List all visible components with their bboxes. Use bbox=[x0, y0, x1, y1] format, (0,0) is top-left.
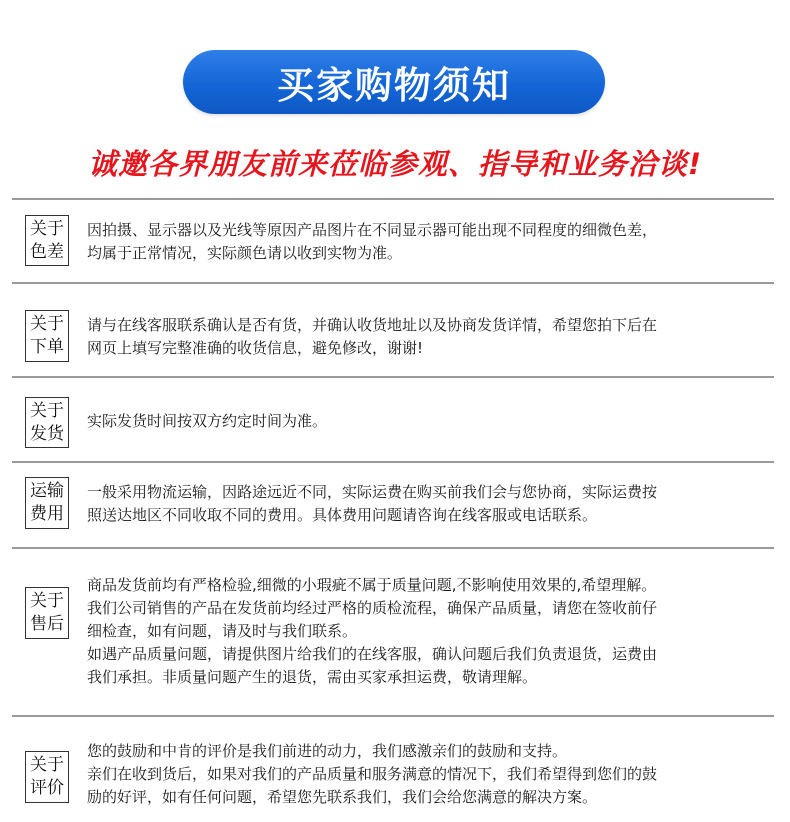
divider bbox=[12, 282, 774, 284]
section-label-reviews: 关于 评价 bbox=[25, 751, 69, 803]
title-banner bbox=[183, 50, 605, 114]
divider bbox=[12, 198, 774, 200]
divider bbox=[12, 715, 774, 717]
section-label-ordering: 关于 下单 bbox=[25, 310, 69, 362]
divider bbox=[12, 376, 774, 378]
invitation-subtitle: 诚邀各界朋友前来莅临参观、指导和业务洽谈! bbox=[87, 147, 703, 181]
section-label-after-sales: 关于 售后 bbox=[25, 587, 69, 639]
section-text-ordering: 请与在线客服联系确认是否有货，并确认收货地址以及协商发货详情，希望您拍下后在 网页上填写完整准确的收货信息，避免修改，谢谢! bbox=[87, 316, 658, 357]
section-text-color-difference: 因拍摄、显示器以及光线等原因产品图片在不同显示器可能出现不同程度的细微色差， 均属于正常情况，实际颜色请以收到实物为准。 bbox=[87, 221, 658, 262]
section-label-freight-cost: 运输 费用 bbox=[25, 477, 69, 529]
section-text-shipping: 实际发货时间按双方约定时间为准。 bbox=[87, 412, 328, 430]
page-title: 买家购物须知 bbox=[277, 64, 511, 107]
section-label-color-difference: 关于 色差 bbox=[25, 215, 69, 266]
section-label-shipping: 关于 发货 bbox=[25, 397, 69, 448]
divider bbox=[12, 547, 774, 549]
section-text-reviews: 您的鼓励和中肯的评价是我们前进的动力，我们感激亲们的鼓励和支持。 亲们在收到货后，如果对我们的产品质量和服务满意的情况下，我们希望得到您们的鼓 励的好评，如有任何问题，希望您先联系我们，我们会给您满意的解决方案。 bbox=[87, 742, 658, 806]
section-text-after-sales: 商品发货前均有严格检验,细微的小瑕疵不属于质量问题,不影响使用效果的,希望理解。 我们公司销售的产品在发货前均经过严格的质检流程，确保产品质量，请您在签收前仔 细检查，如有问题，请及时与我们联系。 如遇产品质量问题，请提供图片给我们的在线客服，确认问题后我们负责退货，运费由 我们承担。非质量问题产生的退货，需由买家承担运费，敬请理解。 bbox=[87, 576, 658, 686]
section-text-freight-cost: 一般采用物流运输，因路途远近不同，实际运费在购买前我们会与您协商，实际运费按 照送达地区不同收取不同的费用。具体费用问题请咨询在线客服或电话联系。 bbox=[87, 483, 658, 524]
divider bbox=[12, 461, 774, 463]
